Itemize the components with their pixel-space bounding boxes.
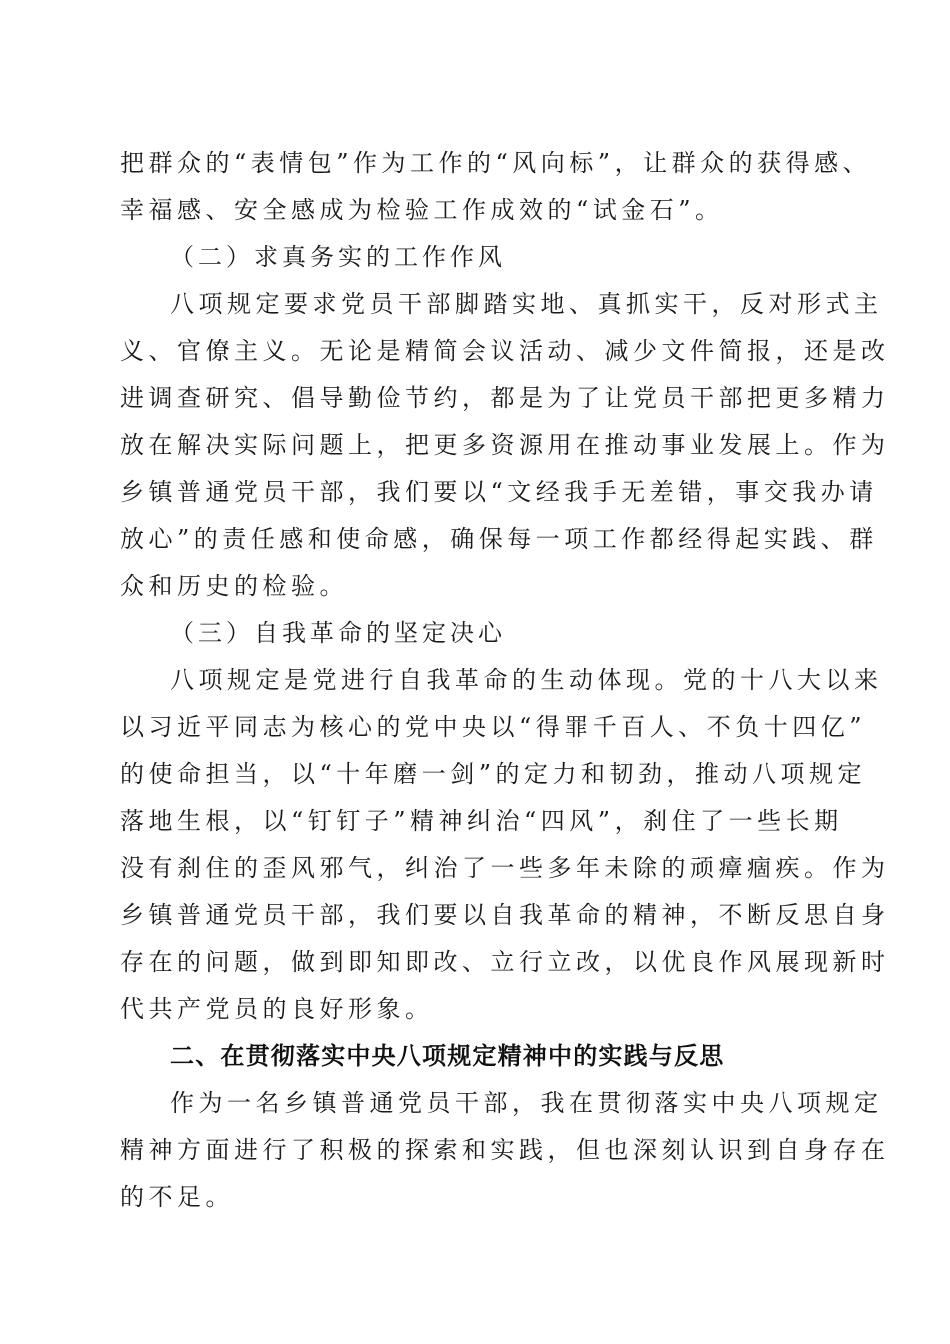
paragraph-line: 存在的问题，做到即知即改、立行立改，以优良作风展现新时 [120, 948, 890, 976]
paragraph-line: 没有刹住的歪风邪气，纠治了一些多年未除的顽瘴痼疾。作为 [120, 854, 890, 882]
paragraph-line: 精神方面进行了积极的探索和实践，但也深刻认识到自身存在 [120, 1136, 890, 1164]
paragraph-line: 八项规定是党进行自我革命的生动体现。党的十八大以来 [170, 666, 883, 694]
paragraph-line: 进调查研究、倡导勤俭节约，都是为了让党员干部把更多精力 [120, 384, 890, 412]
paragraph-line: 八项规定要求党员干部脚踏实地、真抓实干，反对形式主 [170, 290, 883, 318]
section-subheading: （二）求真务实的工作作风 [170, 243, 506, 271]
paragraph-line: 乡镇普通党员干部，我们要以“文经我手无差错，事交我办请 [120, 478, 878, 506]
paragraph-line: 以习近平同志为核心的党中央以“得罪千百人、不负十四亿” [120, 713, 867, 741]
section-heading: 二、在贯彻落实中央八项规定精神中的实践与反思 [170, 1042, 725, 1070]
section-subheading: （三）自我革命的坚定决心 [170, 619, 506, 647]
paragraph-line: 幸福感、安全感成为检验工作成效的“试金石”。 [120, 196, 724, 224]
paragraph-line: 代共产党员的良好形象。 [120, 995, 434, 1023]
paragraph-line: 众和历史的检验。 [120, 572, 348, 600]
paragraph-line: 的不足。 [120, 1183, 234, 1211]
paragraph-line: 放心”的责任感和使命感，确保每一项工作都经得起实践、群 [120, 525, 878, 553]
document-body [120, 140, 890, 1221]
paragraph-line: 放在解决实际问题上，把更多资源用在推动事业发展上。作为 [120, 431, 890, 459]
paragraph-line: 乡镇普通党员干部，我们要以自我革命的精神，不断反思自身 [120, 901, 890, 929]
paragraph-line: 义、官僚主义。无论是精简会议活动、减少文件简报，还是改 [120, 337, 890, 365]
paragraph-line: 落地生根，以“钉钉子”精神纠治“四风”，刹住了一些长期 [120, 807, 843, 835]
paragraph-line: 的使命担当，以“十年磨一剑”的定力和韧劲，推动八项规定 [120, 760, 867, 788]
paragraph-line: 作为一名乡镇普通党员干部，我在贯彻落实中央八项规定 [170, 1089, 883, 1117]
paragraph-line: 把群众的“表情包”作为工作的“风向标”，让群众的获得感、 [120, 149, 872, 177]
